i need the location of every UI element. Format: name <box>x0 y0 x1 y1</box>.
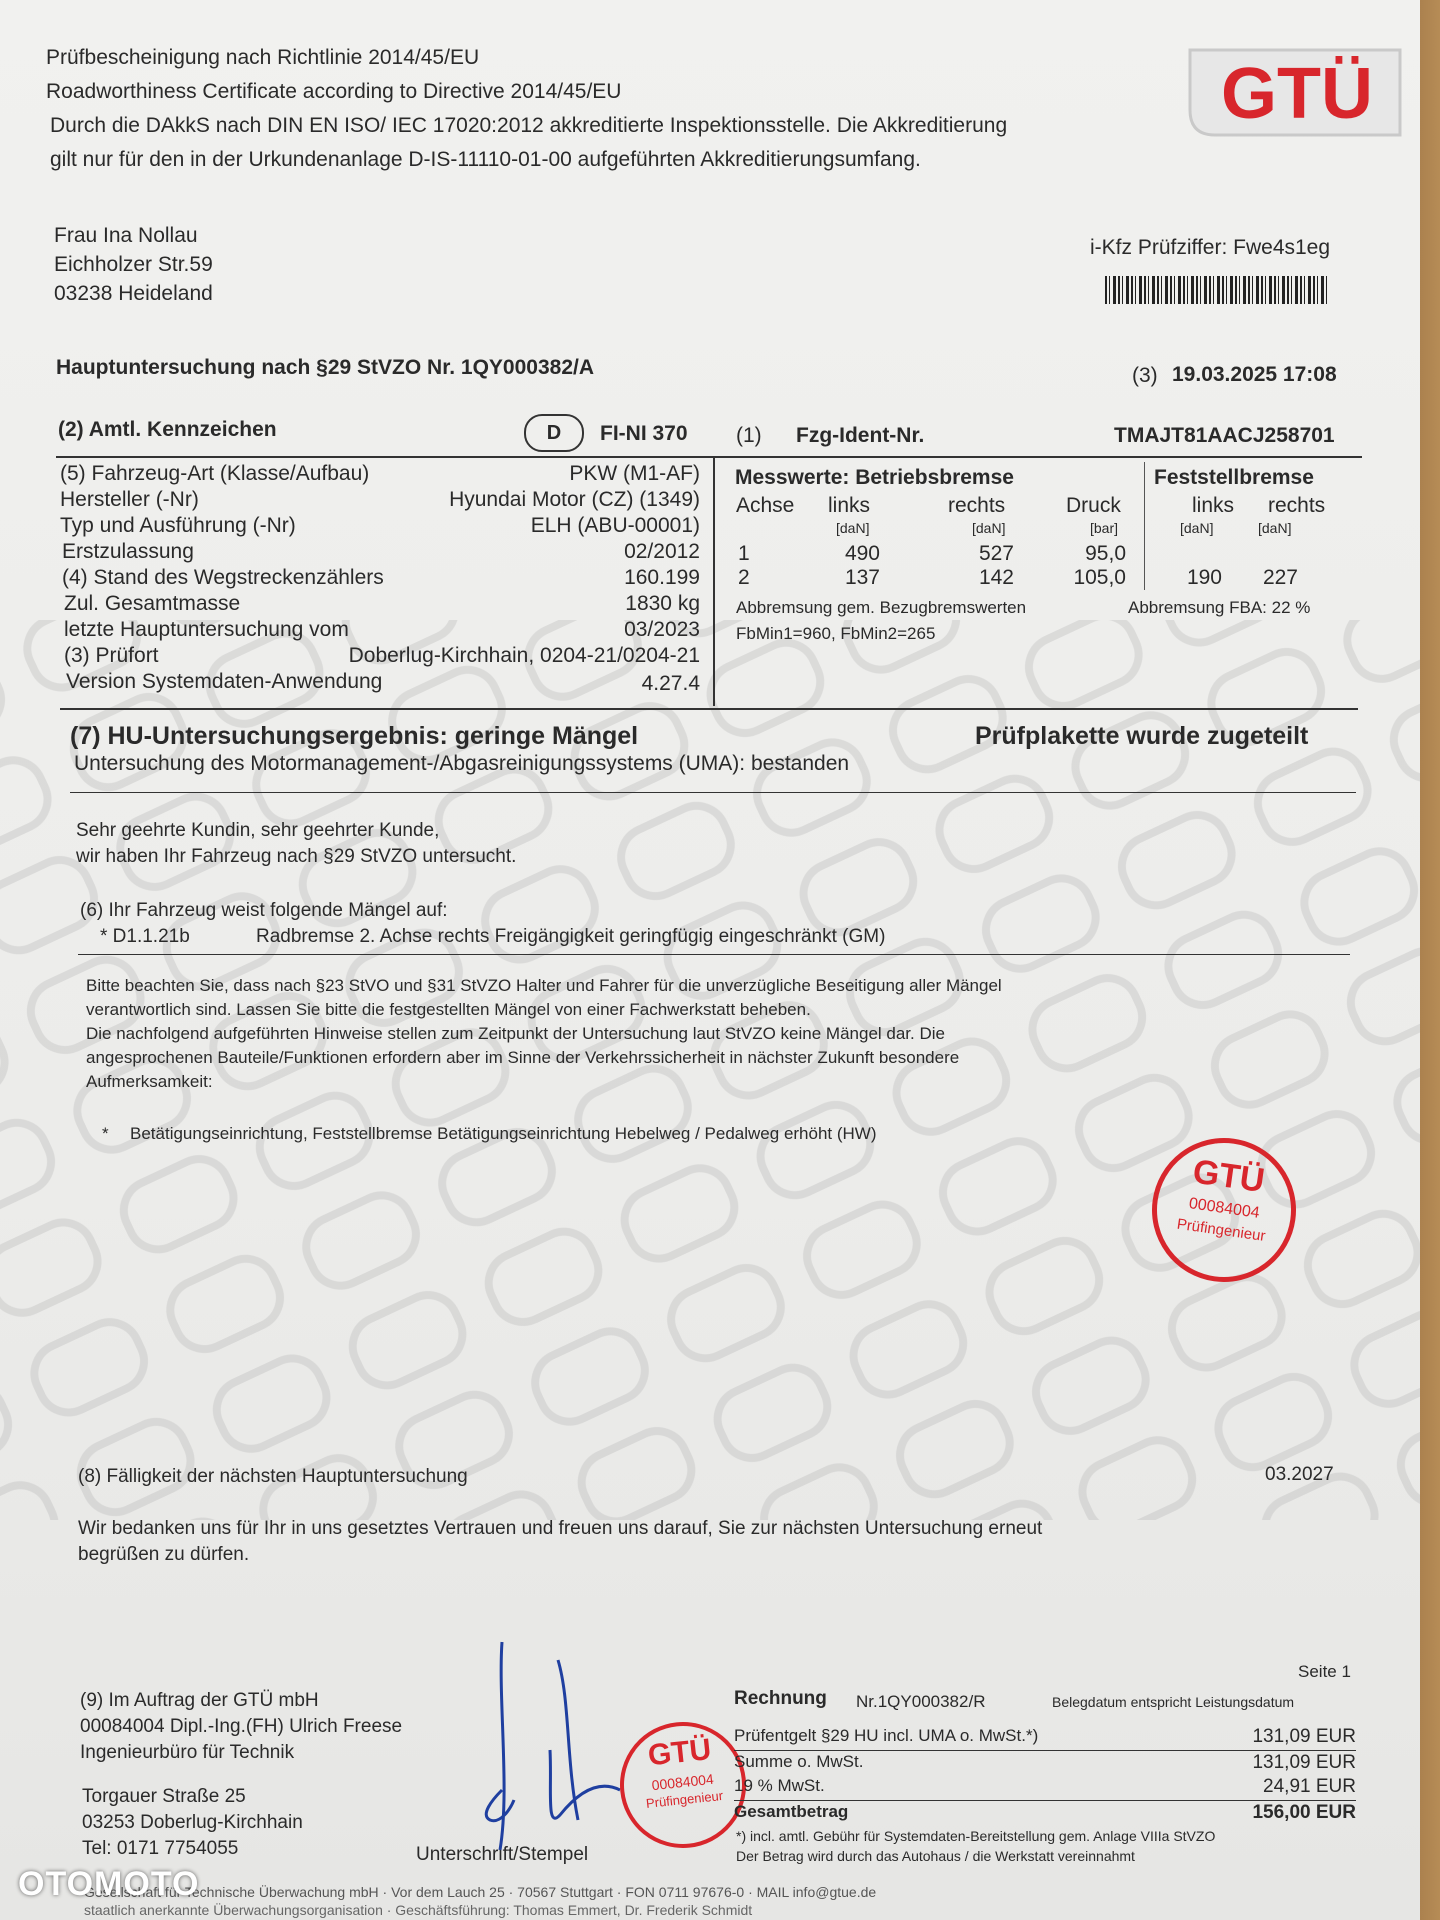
defect-text: Radbremse 2. Achse rechts Freigängigkeit geringfügig eingeschränkt (GM) <box>256 926 886 947</box>
plate-label: (2) Amtl. Kennzeichen <box>58 418 277 441</box>
inspection-title: Hauptuntersuchung nach §29 StVZO Nr. 1QY000382/A <box>56 356 594 379</box>
stamp-number: 00084004 <box>1187 1195 1261 1222</box>
header-line-1: Prüfbescheinigung nach Richtlinie 2014/45/EU <box>46 46 480 69</box>
invoice-number: Nr.1QY000382/R <box>856 1692 986 1711</box>
vehicle-value: 160.199 <box>624 566 700 589</box>
next-inspection-label: (8) Fälligkeit der nächsten Hauptuntersuchung <box>78 1466 468 1487</box>
row1-achse: 1 <box>738 542 750 565</box>
invoice-row-value: 24,91 EUR <box>1263 1776 1356 1797</box>
divider-top <box>56 456 1362 458</box>
ident-value: TMAJT81AACJ258701 <box>1114 424 1335 447</box>
invoice-row-label: Summe o. MwSt. <box>734 1752 864 1771</box>
uma-result: Untersuchung des Motormanagement-/Abgasreinigungssystems (UMA): bestanden <box>74 752 850 775</box>
invoice-divider <box>734 1750 1356 1751</box>
row2-achse: 2 <box>738 566 750 589</box>
gtu-logo <box>1175 40 1405 140</box>
issuer-line-4: Torgauer Straße 25 <box>82 1786 246 1807</box>
vehicle-label: (3) Prüfort <box>64 644 159 667</box>
parking-brake-title: Feststellbremse <box>1154 466 1314 489</box>
notice-line-4: angesprochenen Bauteile/Funktionen erfordern aber im Sinne der Verkehrssicherheit in nächster Zukunft besondere <box>86 1048 960 1067</box>
stamp-brand: GTÜ <box>1190 1152 1267 1201</box>
address-city: 03238 Heideland <box>54 282 213 305</box>
unit-links: [daN] <box>836 520 870 536</box>
divider-parking <box>1144 462 1145 590</box>
header-line-4: gilt nur für den in der Urkundenanlage D-IS-11110-01-00 aufgeführten Akkreditierungsumfang. <box>50 148 921 171</box>
vehicle-value: 1830 kg <box>625 592 700 615</box>
notice-line-5: Aufmerksamkeit: <box>86 1072 213 1091</box>
inspection-date-label: (3) <box>1132 364 1158 387</box>
plate-number: FI-NI 370 <box>600 422 688 445</box>
invoice-row-value: 131,09 EUR <box>1252 1752 1356 1773</box>
next-inspection-date: 03.2027 <box>1265 1464 1334 1485</box>
hint-bullet: * <box>102 1124 109 1143</box>
vehicle-value: ELH (ABU-00001) <box>530 514 700 537</box>
notice-line-3: Die nachfolgend aufgeführten Hinweise stellen zum Zeitpunkt der Untersuchung laut StVZO keine Mängel dar. Die <box>86 1024 945 1043</box>
stamp-role: Prüfingenieur <box>1175 1215 1267 1245</box>
invoice-footnote-2: Der Betrag wird durch das Autohaus / die Werkstatt vereinnahmt <box>736 1848 1135 1864</box>
unit-druck: [bar] <box>1090 520 1119 536</box>
brake-title: Messwerte: Betriebsbremse <box>735 466 1014 489</box>
invoice-title: Rechnung <box>734 1688 827 1709</box>
invoice-row-label: Prüfentgelt §29 HU incl. UMA o. MwSt.*) <box>734 1726 1039 1745</box>
invoice-stamp-brand: GTÜ <box>646 1732 713 1773</box>
col-links: links <box>828 494 871 517</box>
issuer-line-5: 03253 Doberlug-Kirchhain <box>82 1812 303 1833</box>
page-number: Seite 1 <box>1298 1662 1351 1681</box>
brake-note-2: Abbremsung FBA: 22 % <box>1128 598 1311 617</box>
ikfz-label: i-Kfz Prüfziffer: Fwe4s1eg <box>1090 236 1331 259</box>
otomoto-watermark: OTOMOTO <box>18 1865 200 1903</box>
thanks-line-2: begrüßen zu dürfen. <box>78 1544 250 1565</box>
brake-note-3: FbMin1=960, FbMin2=265 <box>736 624 936 643</box>
divider-defects <box>78 954 1350 955</box>
vehicle-value: 02/2012 <box>624 540 700 563</box>
vehicle-label: Typ und Ausführung (-Nr) <box>60 514 296 537</box>
vehicle-value: 03/2023 <box>624 618 700 641</box>
notice-line-1: Bitte beachten Sie, dass nach §23 StVO und §31 StVZO Halter und Fahrer für die unverzügliche Beseitigung aller Mängel <box>86 976 1002 995</box>
row2-rechts: 142 <box>978 566 1014 589</box>
row1-druck: 95,0 <box>1085 542 1126 565</box>
thanks-line-1: Wir bedanken uns für Ihr in uns gesetztes Vertrauen und freuen uns darauf, Sie zur nächsten Untersuchung erneut <box>78 1518 1043 1539</box>
invoice-divider <box>734 1800 1356 1801</box>
row2-p-rechts: 227 <box>1262 566 1298 589</box>
divider-result-top <box>60 708 1358 710</box>
hint-text: Betätigungseinrichtung, Feststellbremse Betätigungseinrichtung Hebelweg / Pedalweg erhöht (HW) <box>130 1124 877 1143</box>
col-druck: Druck <box>1066 494 1121 517</box>
unit-p-links: [daN] <box>1180 520 1214 536</box>
row2-p-links: 190 <box>1186 566 1222 589</box>
invoice-footnote-1: *) incl. amtl. Gebühr für Systemdaten-Bereitstellung gem. Anlage VIIIa StVZO <box>736 1828 1216 1844</box>
col-rechts: rechts <box>948 494 1006 517</box>
country-badge: D <box>524 414 584 452</box>
brake-note-1: Abbremsung gem. Bezugbremswerten <box>736 598 1027 617</box>
greeting-2: wir haben Ihr Fahrzeug nach §29 StVZO untersucht. <box>76 846 517 867</box>
greeting-1: Sehr geehrte Kundin, sehr geehrter Kunde, <box>76 820 440 841</box>
inspection-date: 19.03.2025 17:08 <box>1172 363 1337 386</box>
unit-p-rechts: [daN] <box>1258 520 1292 536</box>
vehicle-value: Doberlug-Kirchhain, 0204-21/0204-21 <box>348 644 700 667</box>
issuer-line-1: (9) Im Auftrag der GTÜ mbH <box>80 1690 319 1711</box>
invoice-row-label: 19 % MwSt. <box>734 1776 825 1795</box>
barcode <box>1105 276 1327 304</box>
invoice-stamp-role: Prüfingenieur <box>645 1787 724 1811</box>
vehicle-label: Version Systemdaten-Anwendung <box>66 670 383 693</box>
col-p-links: links <box>1192 494 1235 517</box>
unit-rechts: [daN] <box>972 520 1006 536</box>
vehicle-label: (5) Fahrzeug-Art (Klasse/Aufbau) <box>60 462 370 485</box>
vehicle-label: Hersteller (-Nr) <box>60 488 199 511</box>
vehicle-label: letzte Hauptuntersuchung vom <box>64 618 349 641</box>
ident-num: (1) <box>736 424 762 447</box>
header-line-2: Roadworthiness Certificate according to Directive 2014/45/EU <box>46 80 622 103</box>
ident-label: Fzg-Ident-Nr. <box>796 424 925 447</box>
divider-vertical <box>713 456 715 706</box>
invoice-stamp-number: 00084004 <box>650 1770 715 1794</box>
divider-result-bottom <box>70 792 1356 793</box>
col-achse: Achse <box>736 494 795 517</box>
plakette-status: Prüfplakette wurde zugeteilt <box>975 722 1309 750</box>
issuer-line-2: 00084004 Dipl.-Ing.(FH) Ulrich Freese <box>80 1716 403 1737</box>
col-p-rechts: rechts <box>1268 494 1326 517</box>
vehicle-value: 4.27.4 <box>641 672 700 695</box>
invoice-total-value: 156,00 EUR <box>1252 1802 1356 1823</box>
vehicle-label: Erstzulassung <box>62 540 194 563</box>
row2-druck: 105,0 <box>1073 566 1126 589</box>
notice-line-2: verantwortlich sind. Lassen Sie bitte die festgestellten Mängel von einer Fachwerkstatt beheben. <box>86 1000 811 1019</box>
vehicle-label: (4) Stand des Wegstreckenzählers <box>62 566 384 589</box>
address-street: Eichholzer Str.59 <box>54 253 213 276</box>
vehicle-value: Hyundai Motor (CZ) (1349) <box>449 488 700 511</box>
row1-rechts: 527 <box>978 542 1014 565</box>
row1-links: 490 <box>844 542 880 565</box>
invoice-row-value: 131,09 EUR <box>1252 1726 1356 1747</box>
address-name: Frau Ina Nollau <box>54 224 198 247</box>
footer-line-2: staatlich anerkannte Überwachungsorganisation · Geschäftsführung: Thomas Emmert, Dr. Frederik Schmidt <box>84 1902 753 1918</box>
header-line-3: Durch die DAkkS nach DIN EN ISO/ IEC 17020:2012 akkreditierte Inspektionsstelle. Die Akkreditierung <box>50 114 1008 137</box>
invoice-total-label: Gesamtbetrag <box>734 1802 849 1821</box>
vehicle-value: PKW (M1-AF) <box>569 462 700 485</box>
row2-links: 137 <box>844 566 880 589</box>
defect-code: * D1.1.21b <box>100 926 190 947</box>
footer-line-1: Gesellschaft für Technische Überwachung mbH · Vor dem Lauch 25 · 70567 Stuttgart · FON 0711 97676-0 · MAIL info@gtue.de <box>84 1884 877 1900</box>
beleg-note: Belegdatum entspricht Leistungsdatum <box>1052 1694 1295 1710</box>
issuer-line-3: Ingenieurbüro für Technik <box>80 1742 295 1763</box>
defects-title: (6) Ihr Fahrzeug weist folgende Mängel auf: <box>80 900 448 921</box>
logo-text: GTÜ <box>1221 54 1373 134</box>
vehicle-label: Zul. Gesamtmasse <box>64 592 241 615</box>
signature-label: Unterschrift/Stempel <box>416 1844 589 1865</box>
result-title: (7) HU-Untersuchungsergebnis: geringe Mängel <box>70 722 639 750</box>
issuer-line-6: Tel: 0171 7754055 <box>82 1838 239 1859</box>
